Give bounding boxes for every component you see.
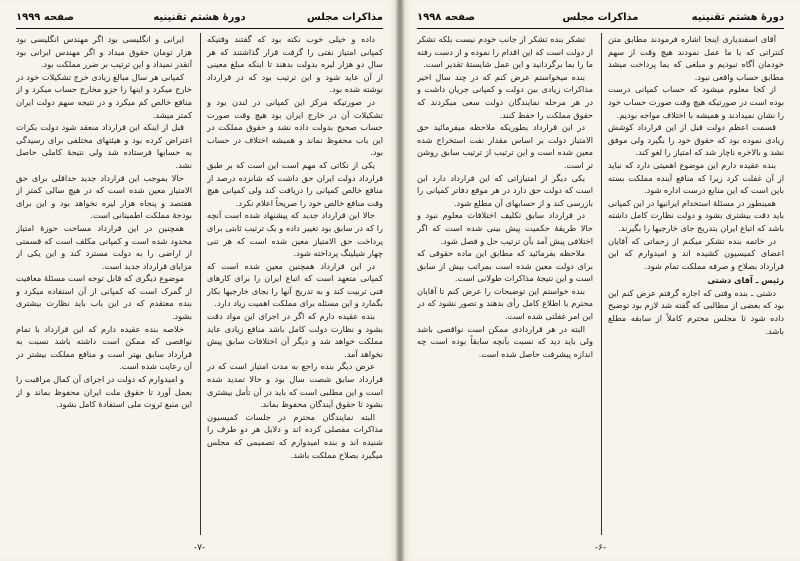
page-right (401, 0, 800, 561)
column-left (417, 33, 593, 535)
paragraph: قبل از اینکه این قرارداد منعقد شود دولت بکرات اعتراض کرده بود و هیئتهای مختلفی برای رسیدگی به حسابها فرستاده شد ولی نتیجهٔ کاملی حاصل نشد. (16, 122, 192, 170)
paragraph: موضوع دیگری که قابل توجه است مسئلهٔ معافیت از گمرک است که کمپانی از آن استفاده میکرد و بنده معتقدم که در این باب باید نظارت بیشتری بشود. (16, 273, 192, 322)
paragraph: حالا بموجب این قرارداد جدید حداقلی برای حق الامتیاز معین شده است که در هیچ سالی کمتر از هفتصد و پنجاه هزار لیره نخواهد بود و این برای بودجهٔ مملکت اطمینانی است. (16, 172, 192, 221)
paragraph: یکی از نکاتی که مهم است این است که بر طبق قرارداد دولت ایران حق داشت که شانزده درصد از منافع خالص کمپانی را دریافت کند ولی کمپانی هیچ وقت منافع خالص خود را صریحاً اعلام نکرد. (207, 159, 383, 208)
paragraph: و امیدوارم که دولت در اجرای آن کمال مراقبت را بعمل آورد تا حقوق ملت ایران محفوظ بماند و از این منبع ثروت ملی استفادهٔ کامل بشود. (16, 374, 192, 410)
paragraph: در خاتمه بنده تشکر میکنم از زحماتی که آقایان اعضای کمیسیون کشیده اند و امیدوارم که این قرارداد بصلاح و صرفه مملکت تمام شود. (608, 235, 784, 271)
paragraph: در صورتیکه مرکز این کمپانی در لندن بود و تشکیلات آن در خارج ایران بود هیچ وقت صورت حساب صحیح بدولت داده نشد و حقوق مملکت در این باب محفوظ نماند و همیشه اختلاف در حساب بود. (207, 96, 383, 158)
paragraph: داده و خیلی خوب نکته بود که گفتند وقتیکه کمپانی امتیاز نفتی را گرفت قرار گذاشتند که هر سال دو هزار لیره بدولت بدهند تا اینکه مبلغ معینی از آن عاید شود و این ترتیب بود که در قرارداد نوشته شده بود. (207, 34, 383, 95)
paragraph: قسمت اعظم دولت قبل از این قرارداد کوشش زیادی نموده بود که حقوق خود را بگیرد ولی موفق نشد و بالاخره ناچار شد که امتیاز را لغو کند. (608, 122, 784, 158)
page-label: صفحه ۱۹۹۸ (417, 12, 476, 23)
paragraph: خلاصه بنده عقیده دارم که این قرارداد با تمام نواقصی که ممکن است داشته باشد نسبت به قرارداد سابق بهتر است و منافع مملکت بیشتر در آن رعایت شده است. (16, 323, 192, 372)
paragraph: همچنین در این قرارداد مساحت حوزهٔ امتیاز محدود شده است و کمپانی مکلف است که قسمتی از اراضی را به دولت مسترد کند و این یکی از مزایای قرارداد جدید است. (16, 222, 192, 271)
header-rule (417, 28, 784, 29)
journal-title: مذاكرات مجلس (306, 12, 383, 23)
session-title: دورهٔ هشتم تقنینیه (691, 12, 784, 23)
paragraph: بنده میخواستم عرض کنم که در چند سال اخیر مذاکرات زیادی بین دولت و کمپانی جریان داشت و در هر مرحله نمایندگان دولت سعی میکردند که حقوق مملکت را حفظ کنند. (417, 71, 593, 120)
text-columns (16, 33, 383, 535)
paragraph: عرض دیگر بنده راجع به مدت امتیاز است که در قرارداد سابق شصت سال بود و حالا تمدید شده است و این مطلبی است که باید در آن تأمل بیشتری بشود تا حقوق آیندگان محفوظ بماند. (207, 361, 383, 410)
page-header (417, 12, 784, 28)
paragraph: در قرارداد سابق تکلیف اختلافات معلوم نبود و حالا طریقهٔ حکمیت پیش بینی شده است که اگر اختلافی پیش آمد بآن ترتیب حل و فصل شود. (417, 210, 593, 246)
paragraph: آقای اسفندیاری اینجا اشاره فرمودند مطابق متن کنتراتی که با ما عمل نمودند هیچ وقت از سهم خودمان آگاه نبودیم و مبلغی که بما پرداخت میشد مطابق حساب واقعی نبود. (608, 34, 784, 82)
column-right (207, 33, 383, 535)
page-number: -۶- (594, 543, 607, 553)
page-header (16, 12, 383, 28)
session-title: دورهٔ هشتم تقنینیه (153, 12, 246, 23)
paragraph: تشکر بنده تشکر از جانب خودم نیست بلکه تشکر از دولت است که این اقدام را نموده و از دست رفته ما را بما برگردانید و این عمل شایستهٔ تقدیر است. (417, 34, 593, 70)
header-rule (16, 28, 383, 29)
page-number: -۷- (193, 543, 206, 553)
text-columns (417, 33, 784, 535)
book-gutter (396, 0, 404, 561)
paragraph: کمپانی هر سال مبالغ زیادی خرج تشکیلات خود در خارج میکرد و اینها را جزو مخارج حساب میکرد و از منافع خالص کم میکرد و در نتیجه سهم دولت ایران کمتر میشد. (16, 71, 192, 120)
column-divider (200, 33, 201, 535)
paragraph: البته در هر قراردادی ممکن است نواقصی باشد ولی باید دید که نسبت بآنچه سابقاً بوده است چه اندازه پیشرفت حاصل شده است. (417, 323, 593, 359)
paragraph: در این قرارداد بطوریکه ملاحظه میفرمائید حق الامتیاز دولت بر اساس مقدار نفت استخراج شده معین شده است و این ترتیب از ترتیب سابق روشن تر است. (417, 122, 593, 170)
column-right (608, 33, 784, 535)
paragraph: بنده عقیده دارم این موضوع اهمیتی دارد که نباید از آن غفلت کرد زیرا که منافع آینده مملکت بسته باین است که این منابع درست اداره شود. (608, 159, 784, 196)
paragraph: یکی دیگر از امتیازاتی که این قرارداد دارد این است که دولت حق دارد در هر موقع دفاتر کمپانی را بازرسی کند و از حسابهای آن مطلع شود. (417, 172, 593, 208)
paragraph: بنده خواستم این توضیحات را عرض کنم تا آقایان محترم با اطلاع کامل رأی بدهند و تصور نشود که در این امر غفلتی شده است. (417, 285, 593, 322)
paragraph: البته نمایندگان محترم در جلسات کمیسیون مذاکرات مفصلی کرده اند و دلایل هر دو طرف را شنیده اند و بنده امیدوارم که تصمیمی که مجلس میگیرد بصلاح مملکت باشد. (207, 411, 383, 460)
paragraph: از کجا معلوم میشود که حساب کمپانی درست بوده است در صورتیکه هیچ وقت صورت حساب خود را نشان نمیدادند و همیشه با اختلاف مواجه بودیم. (608, 84, 784, 120)
column-left (16, 33, 192, 535)
paragraph: در این قرارداد همچنین معین شده است که کمپانی متعهد است که اتباع ایران را برای کارهای فنی تربیت کند و به تدریج آنها را بجای خارجیها بکار بگمارد و این مسئله برای مملکت اهمیت زیاد دارد. (207, 260, 383, 309)
journal-title: مذاكرات مجلس (562, 12, 639, 23)
paragraph: همینطور در مسئلهٔ استخدام ایرانیها در این کمپانی باید دقت بیشتری بشود و دولت نظارت کامل داشته باشد که اتباع ایران بتدریج جای خارجیها را بگیرند. (608, 197, 784, 233)
page-left (0, 0, 399, 561)
paragraph: ایرانی و انگلیسی بود اگر مهندس انگلیسی بود هزار تومان حقوق میداد و اگر مهندس ایرانی بود آنقدر نمیداد و این ترتیب بر ضرر مملکت بود. (16, 34, 192, 70)
column-divider (601, 33, 602, 535)
paragraph: ملاحظه بفرمائید که مطابق این ماده حقوقی که برای دولت معین شده است بمراتب بیش از سابق است و این نتیجهٔ مذاکرات طولانی است. (417, 248, 593, 284)
paragraph: دشتی ـ بنده وقتی که اجازه گرفتم عرض کنم این بود که بعضی از مطالبی که گفته شد لازم بود توضیح داده شود تا مجلس محترم کاملاً از سابقه مطلع باشد. (608, 287, 784, 336)
paragraph: بنده عقیده دارم که اگر در اجرای این مواد دقت بشود و نظارت دولت کامل باشد منافع زیادی عاید مملکت خواهد شد و دیگر آن اختلافات سابق پیش نخواهد آمد. (207, 311, 383, 359)
speaker-heading: رئیس ـ آقای دشتی (707, 275, 784, 286)
paragraph: حالا این قرارداد جدید که پیشنهاد شده است آنچه را که در سابق بود تغییر داده و یک ترتیب ثابتی برای پرداخت حق الامتیاز معین شده است که هر تنی چهار شیلینگ پرداخته شود. (207, 210, 383, 259)
page-label: صفحه ۱۹۹۹ (16, 12, 75, 23)
